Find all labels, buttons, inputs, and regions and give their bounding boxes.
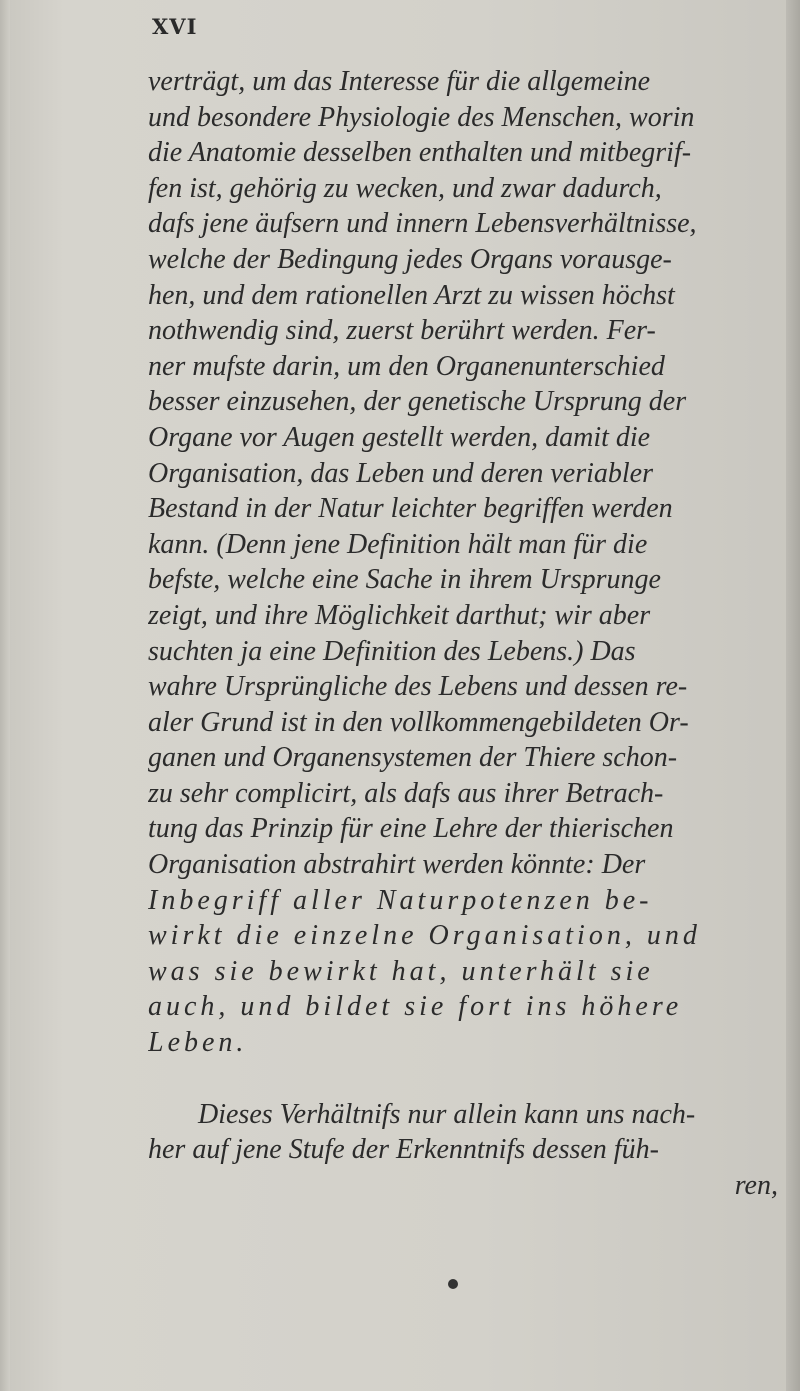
text-line: auch, und bildet sie fort ins höhere <box>148 991 683 1023</box>
text-line: kann. (Denn jene Definition hält man für die <box>148 528 648 560</box>
text-line: Organisation abstrahirt werden könnte: Der <box>148 849 646 881</box>
text-line: nothwendig sind, zuerst berührt werden. Fer- <box>148 315 656 347</box>
catchword: ren, <box>734 1169 778 1201</box>
paragraph-2 <box>148 1097 788 1168</box>
text-line: besser einzusehen, der genetische Ursprung der <box>148 386 687 418</box>
text-line: befste, welche eine Sache in ihrem Ursprunge <box>148 564 661 596</box>
text-line: welche der Bedingung jedes Organs vorausge- <box>148 243 672 275</box>
text-line: fen ist, gehörig zu wecken, und zwar dadurch, <box>148 172 662 204</box>
text-line: zu sehr complicirt, als dafs aus ihrer Betrach- <box>148 777 664 809</box>
text-line: wahre Ursprüngliche des Lebens und dessen re- <box>148 671 688 703</box>
page-left-edge <box>0 0 10 1391</box>
text-line: Inbegriff aller Naturpotenzen be- <box>148 884 653 916</box>
ink-speck <box>448 1279 458 1289</box>
page-number: XVI <box>152 14 198 39</box>
text-line: Bestand in der Natur leichter begriffen werden <box>148 493 673 525</box>
text-line: Organisation, das Leben und deren veriabler <box>148 457 653 489</box>
text-line: dafs jene äufsern und innern Lebensverhältnisse, <box>148 208 697 240</box>
page-right-edge <box>786 0 800 1391</box>
text-line: wirkt die einzelne Organisation, und <box>148 920 701 952</box>
text-line: ner mufste darin, um den Organenunterschied <box>148 350 665 382</box>
text-line: suchten ja eine Definition des Lebens.) Das <box>148 635 636 667</box>
text-line: Leben. <box>148 1027 248 1059</box>
text-line: zeigt, und ihre Möglichkeit darthut; wir aber <box>148 599 651 631</box>
text-line: her auf jene Stufe der Erkenntnifs dessen füh- <box>148 1134 659 1166</box>
text-line: verträgt, um das Interesse für die allgemeine <box>148 66 651 97</box>
body-text <box>148 64 788 1203</box>
text-line: Organe vor Augen gestellt werden, damit die <box>148 421 651 453</box>
paragraph-gap <box>148 1061 788 1097</box>
text-line: und besondere Physiologie des Menschen, worin <box>148 101 695 133</box>
text-line: ganen und Organensystemen der Thiere schon- <box>148 742 678 774</box>
text-line: hen, und dem rationellen Arzt zu wissen höchst <box>148 279 675 311</box>
text-line: tung das Prinzip für eine Lehre der thierischen <box>148 813 674 845</box>
paragraph-1 <box>148 64 788 883</box>
text-line: aler Grund ist in den vollkommengebildeten Or- <box>148 706 689 738</box>
paragraph-1-emphasis <box>148 883 788 1061</box>
text-line: was sie bewirkt hat, unterhält sie <box>148 955 654 987</box>
text-line: Dieses Verhältnifs nur allein kann uns nach- <box>198 1098 696 1130</box>
text-line: die Anatomie desselben enthalten und mitbegrif- <box>148 137 692 169</box>
